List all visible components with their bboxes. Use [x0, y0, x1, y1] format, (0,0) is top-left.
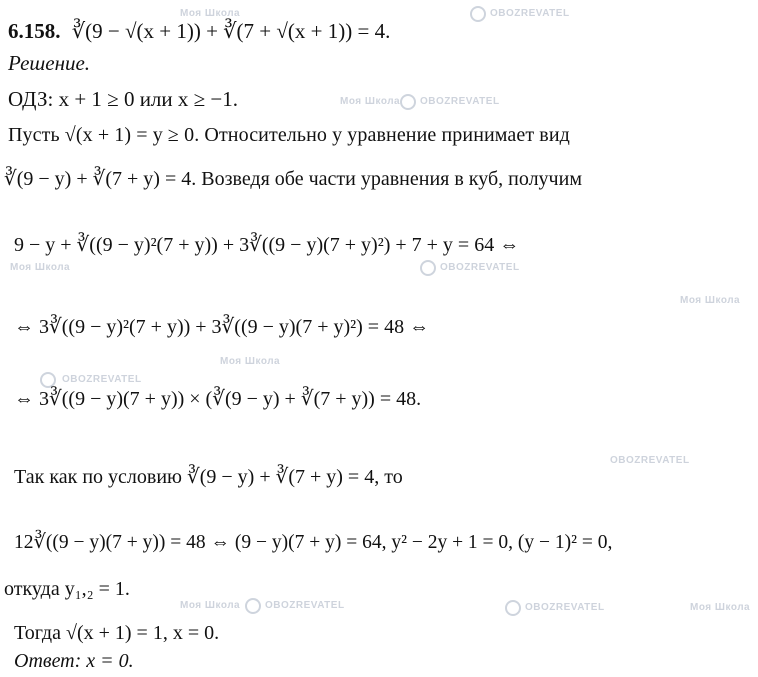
- equation-step-4: 12∛((9 − y)(7 + y)) = 48 ⇔ (9 − y)(7 + y) = 64, y² − 2y + 1 = 0, (y − 1)² = 0,: [14, 532, 613, 553]
- watermark-brand: OBOZREVATEL: [62, 374, 142, 385]
- watermark-school: Моя Школа: [340, 96, 401, 107]
- answer-line: Ответ: x = 0.: [14, 650, 134, 672]
- odz-line: ОДЗ: x + 1 ≥ 0 или x ≥ −1.: [8, 87, 239, 111]
- problem-heading: [8, 18, 390, 44]
- watermark-brand: OBOZREVATEL: [610, 455, 690, 466]
- watermark-school: Моя Школа: [180, 600, 241, 611]
- watermark-school: Моя Школа: [10, 262, 71, 273]
- watermark-brand: OBOZREVATEL: [525, 602, 605, 613]
- watermark-school: Моя Школа: [180, 8, 241, 19]
- roots-line: откуда y₁,₂ = 1.: [4, 578, 130, 600]
- watermark-logo-icon: [400, 94, 416, 110]
- watermark-logo-icon: [245, 598, 261, 614]
- watermark-brand: OBOZREVATEL: [490, 8, 570, 19]
- equation-step-1: 9 − y + ∛((9 − y)²(7 + y)) + 3∛((9 − y)(7 + y)²) + 7 + y = 64 ⇔: [14, 234, 520, 256]
- equation-step-3: ⇔ 3∛((9 − y)(7 + y)) × (∛(9 − y) + ∛(7 + y)) = 48.: [14, 388, 422, 410]
- problem-equation: ∛(9 − √(x + 1)) + ∛(7 + √(x + 1)) = 4.: [71, 19, 391, 43]
- equation-step-2: ⇔ 3∛((9 − y)²(7 + y)) + 3∛((9 − y)(7 + y)²) = 48 ⇔: [14, 316, 430, 338]
- watermark-logo-icon: [420, 260, 436, 276]
- watermark-brand: OBOZREVATEL: [440, 262, 520, 273]
- back-substitution-line: Тогда √(x + 1) = 1, x = 0.: [14, 622, 220, 644]
- condition-line: Так как по условию ∛(9 − y) + ∛(7 + y) = 4, то: [14, 466, 403, 488]
- watermark-brand: OBOZREVATEL: [265, 600, 345, 611]
- solution-label: Решение.: [8, 51, 91, 75]
- watermark-school: Моя Школа: [680, 295, 741, 306]
- watermark-brand: OBOZREVATEL: [420, 96, 500, 107]
- watermark-school: Моя Школа: [690, 602, 751, 613]
- watermark-logo-icon: [470, 6, 486, 22]
- watermark-logo-icon: [505, 600, 521, 616]
- watermark-school: Моя Школа: [220, 356, 281, 367]
- cube-line: ∛(9 − y) + ∛(7 + y) = 4. Возведя обе части уравнения в куб, получим: [4, 168, 582, 190]
- problem-number: 6.158.: [8, 19, 61, 43]
- substitution-line: Пусть √(x + 1) = y ≥ 0. Относительно y уравнение принимает вид: [8, 124, 570, 146]
